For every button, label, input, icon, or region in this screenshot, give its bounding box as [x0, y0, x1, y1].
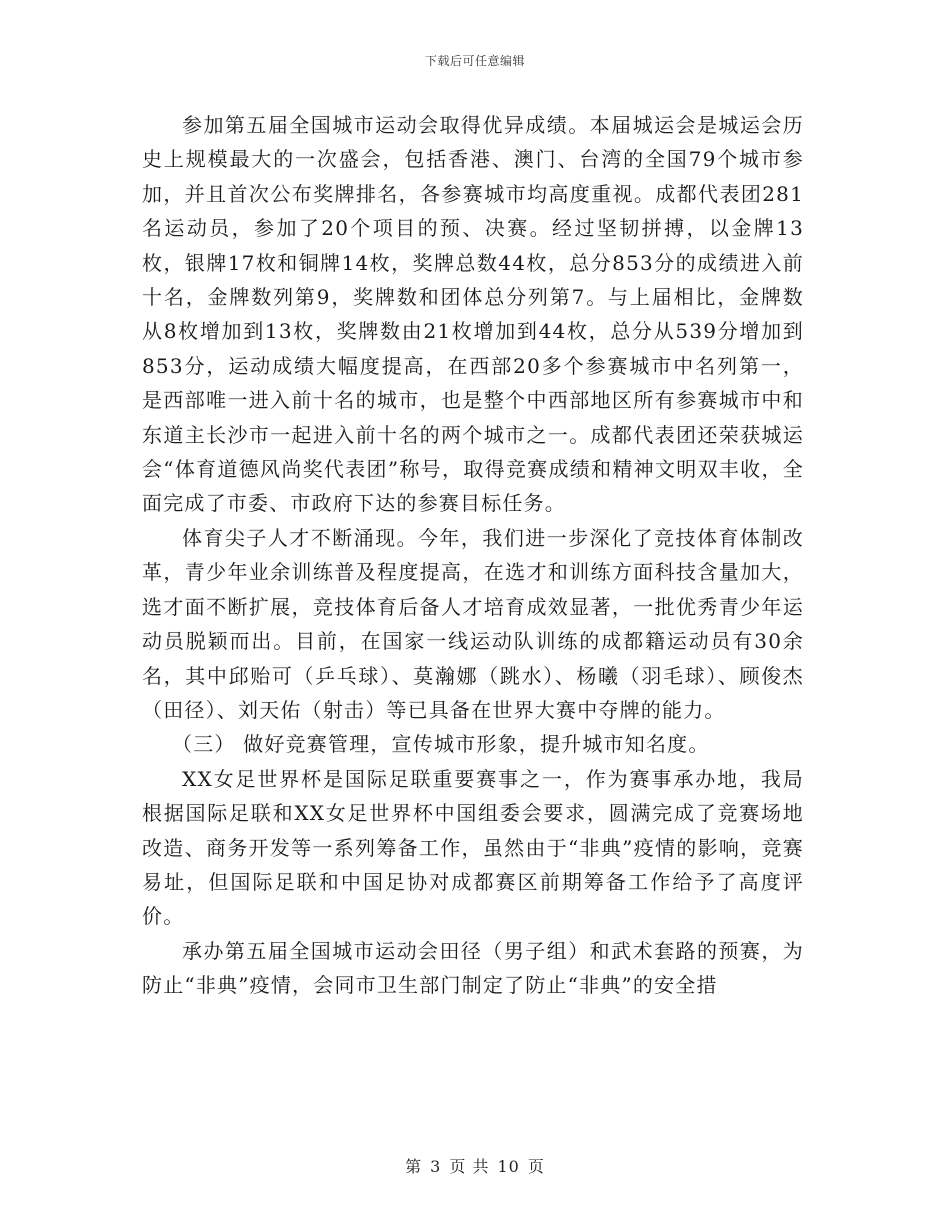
page-footer: [0, 1154, 950, 1177]
footer-current-page: 3: [430, 1157, 442, 1176]
footer-middle: 页 共: [449, 1157, 490, 1176]
section-heading: （三） 做好竞赛管理，宣传城市形象，提升城市知名度。: [172, 732, 710, 757]
document-body: [142, 108, 804, 1003]
footer-total-pages: 10: [497, 1157, 520, 1176]
paragraph-top-athletes: 体育尖子人才不断涌现。今年，我们进一步深化了竞技体育体制改革，青少年业余训练普及程度提高，在选才和训练方面科技含量加大，选才面不断扩展，竞技体育后备人才培育成效显著，一批优秀青少年运动员脱颖而出。目前，在国家一线运动队训练的成都籍运动员有30余名，其中邱贻可（乒乓球）、莫瀚娜（跳水）、杨曦（羽毛球）、顾俊杰（田径）、刘天佑（射击）等已具备在世界大赛中夺牌的能力。: [142, 525, 804, 722]
paragraph-womens-world-cup: XX女足世界杯是国际足联重要赛事之一，作为赛事承办地，我局根据国际足联和XX女足世界杯中国组委会要求，圆满完成了竞赛场地改造、商务开发等一系列筹备工作，虽然由于“非典”疫情的影响，竞赛易址，但国际足联和中国足协对成都赛区前期筹备工作给予了高度评价。: [142, 766, 804, 929]
paragraph-hosting-preliminaries: 承办第五届全国城市运动会田径（男子组）和武术套路的预赛，为防止“非典”疫情，会同市卫生部门制定了防止“非典”的安全措: [142, 938, 804, 998]
page-header: 下载后可任意编辑: [424, 54, 525, 68]
footer-suffix: 页: [527, 1157, 545, 1176]
footer-prefix: 第: [405, 1157, 423, 1176]
paragraph-city-games-results: 参加第五届全国城市运动会取得优异成绩。本届城运会是城运会历史上规模最大的一次盛会，包括香港、澳门、台湾的全国79个城市参加，并且首次公布奖牌排名，各参赛城市均高度重视。成都代表团281名运动员，参加了20个项目的预、决赛。经过坚韧拼搏，以金牌13枚，银牌17枚和铜牌14枚，奖牌总数44枚，总分853分的成绩进入前十名，金牌数列第9，奖牌数和团体总分列第7。与上届相比，金牌数从8枚增加到13枚，奖牌数由21枚增加到44枚，总分从539分增加到853分，运动成绩大幅度提高，在西部20多个参赛城市中名列第一，是西部唯一进入前十名的城市，也是整个中西部地区所有参赛城市中和东道主长沙市一起进入前十名的两个城市之一。成都代表团还荣获城运会“体育道德风尚奖代表团”称号，取得竞赛成绩和精神文明双丰收，全面完成了市委、市政府下达的参赛目标任务。: [142, 113, 804, 516]
